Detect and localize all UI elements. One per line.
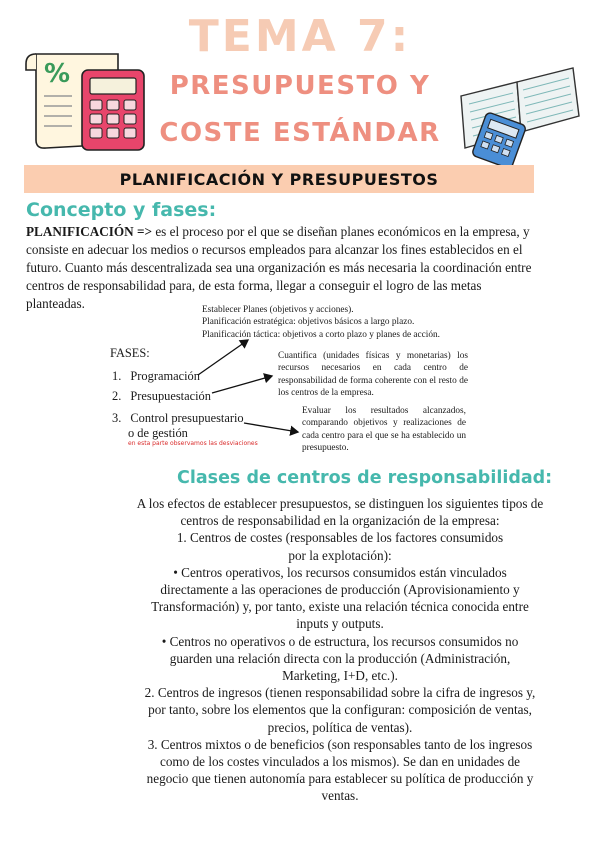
svg-text:%: % <box>44 59 71 89</box>
centros-text-block <box>120 495 560 805</box>
phase-text-cont: o de gestión <box>128 426 188 440</box>
note-plans-line: Establecer Planes (objetivos y acciones). <box>202 305 354 315</box>
page-subtitle-line2: COSTE ESTÁNDAR <box>159 118 441 148</box>
planificacion-term: PLANIFICACIÓN => <box>26 224 153 239</box>
centros-item: 2. Centros de ingresos (tienen responsabilidad sobre la cifra de ingresos y, por tanto, sobre los elementos que la configuran: composición de ventas, precios, política de ventas). <box>144 685 536 735</box>
phase-text: Programación <box>130 369 200 383</box>
note-budget: Cuantifica (unidades físicas y monetarias) los recursos necesarios en cada centro de responsabilidad de forma coherente con el resto de los centros de la empresa. <box>278 351 468 399</box>
page-title: TEMA 7: <box>188 11 412 62</box>
arrow-programacion <box>198 340 248 375</box>
note-control: Evaluar los resultados alcanzados, comparando objetivos y realizaciones de cada centro para el que se ha establecido un presupuesto. <box>302 406 466 454</box>
note-plans-line: Planificación estratégica: objetivos básicos a largo plazo. <box>202 317 415 328</box>
centros-item: • Centros no operativos o de estructura, los recursos consumidos no guarden una relación directa con la producción (Administración, Marketing, I+D, etc.). <box>161 633 519 684</box>
control-note: en esta parte observamos las desviaciones <box>128 440 258 447</box>
centros-intro: A los efectos de establecer presupuestos, se distinguen los siguientes tipos de centros de responsabilidad en la organización de la empresa: <box>136 496 544 529</box>
centros-item: • Centros operativos, los recursos consumidos están vinculados directamente a las operaciones de producción (Aprovisionamiento y Transformación) y, por tanto, existe una relación técnica conocida entre inputs y outputs. <box>151 564 529 632</box>
phase-number: 1. <box>112 369 122 383</box>
planificacion-text: es el proceso por el que se diseñan planes económicos en la empresa, y consiste en adecuar los medios o recursos empleados para alcanzar los fines establecidos en el futuro. Cuanto más descentralizada sea una organización es más necesaria la coordinación entre centros de responsabilidad para, de esta forma, llegar a conseguir el logro de las metas planteadas. <box>26 224 532 311</box>
section-heading-centros: Clases de centros de responsabilidad: <box>177 468 553 488</box>
phase-text: Presupuestación <box>130 389 211 403</box>
section-heading-concepto: Concepto y fases: <box>26 199 217 221</box>
phases-label: FASES: <box>110 346 150 360</box>
arrow-presupuestacion <box>212 376 272 393</box>
centros-item: 3. Centros mixtos o de beneficios (son responsables tanto de los ingresos como de los costes vinculados a los mismos). Se dan en unidades de negocio que tienen autonomía para establecer su política de producción y ventas. <box>146 736 534 804</box>
phase-text: Control presupuestario <box>130 411 244 425</box>
phase-number: 2. <box>112 389 122 403</box>
arrow-control <box>244 423 298 432</box>
note-plans-line: Planificación táctica: objetivos a corto plazo y planes de acción. <box>202 329 441 340</box>
section-banner-label: PLANIFICACIÓN Y PRESUPUESTOS <box>119 170 439 189</box>
phase-number: 3. <box>112 411 122 425</box>
centros-item: 1. Centros de costes (responsables de los factores consumidos por la explotación): <box>176 530 504 563</box>
page-subtitle-line1: PRESUPUESTO Y <box>169 71 431 101</box>
